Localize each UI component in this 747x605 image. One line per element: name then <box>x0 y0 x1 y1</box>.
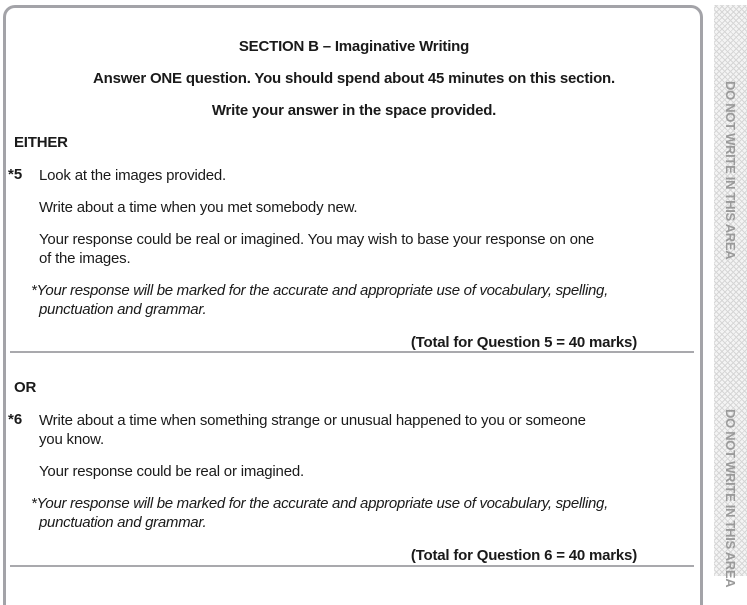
question-5-marking-note: *Your response will be marked for the accurate and appropriate use of vocabulary, spelling, <box>31 282 608 299</box>
question-5-number: *5 <box>8 166 23 183</box>
section-instruction-answer-space: Write your answer in the space provided. <box>211 102 497 119</box>
question-6-line: Write about a time when something strange or unusual happened to you or someone <box>39 412 586 429</box>
either-label: EITHER <box>14 134 68 151</box>
question-6-total: (Total for Question 6 = 40 marks) <box>410 547 637 564</box>
divider <box>10 351 694 353</box>
or-label: OR <box>14 379 37 396</box>
question-6-line: Your response could be real or imagined. <box>39 463 304 480</box>
question-6-line: you know. <box>39 431 104 448</box>
question-5-line: of the images. <box>39 250 131 267</box>
question-5-line: Look at the images provided. <box>39 167 227 184</box>
section-title: SECTION B – Imaginative Writing <box>238 38 470 55</box>
margin-notice-bottom: DO NOT WRITE IN THIS AREA <box>723 409 738 588</box>
question-6-marking-note: *Your response will be marked for the accurate and appropriate use of vocabulary, spelling, <box>31 495 608 512</box>
margin-notice-top: DO NOT WRITE IN THIS AREA <box>723 81 738 260</box>
question-5-line: Write about a time when you met somebody new. <box>39 199 358 216</box>
do-not-write-margin <box>714 5 747 588</box>
question-5-marking-note: punctuation and grammar. <box>39 301 207 318</box>
question-5-total: (Total for Question 5 = 40 marks) <box>410 334 637 351</box>
section-instruction: Answer ONE question. You should spend about 45 minutes on this section. <box>93 70 615 87</box>
question-5-line: Your response could be real or imagined. You may wish to base your response on one <box>39 231 595 248</box>
question-6-marking-note: punctuation and grammar. <box>39 514 207 531</box>
question-6-number: *6 <box>8 411 23 428</box>
divider <box>10 565 694 567</box>
